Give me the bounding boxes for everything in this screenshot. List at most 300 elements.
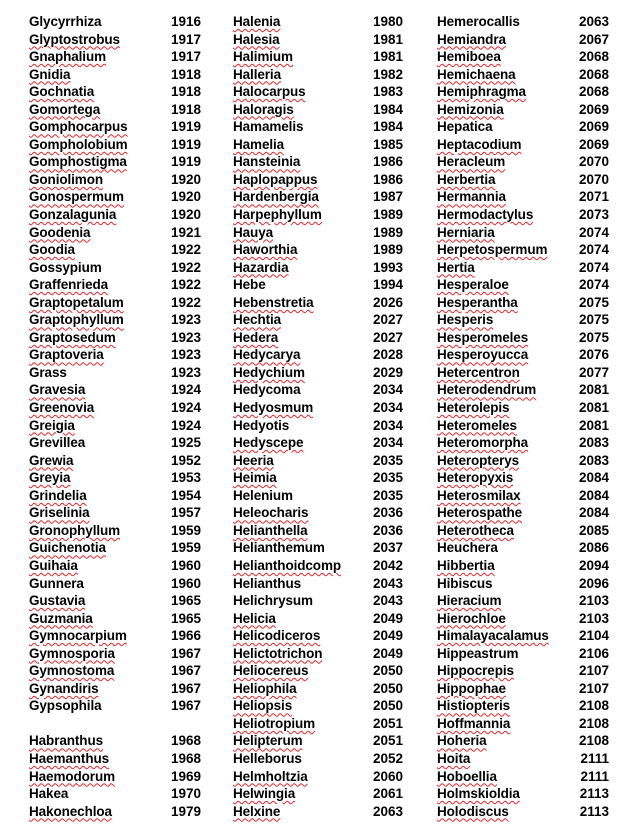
page-number: 2035 [372, 487, 403, 503]
index-entry [437, 662, 609, 680]
genus-name: Helianthemum [233, 540, 325, 556]
page-number: 2029 [372, 364, 403, 380]
index-entry [29, 645, 201, 663]
page-number: 2034 [372, 417, 403, 433]
index-entry [437, 66, 609, 84]
index-entry [437, 31, 609, 49]
page-number: 2052 [372, 750, 403, 766]
page-number: 1922 [170, 294, 201, 310]
index-entry [29, 662, 201, 680]
page-number: 2049 [372, 610, 403, 626]
genus-name: Hertia [437, 259, 475, 275]
page-number: 1919 [170, 154, 201, 170]
genus-name: Gnaphalium [29, 49, 107, 65]
genus-name: Greigia [29, 417, 75, 433]
page-number: 2069 [578, 119, 609, 135]
page-number: 1923 [170, 312, 201, 328]
genus-name: Helipterum [233, 733, 303, 749]
genus-name: Halesia [233, 31, 280, 47]
genus-name: Hemizonia [437, 101, 504, 117]
genus-name: Hesperis [437, 312, 494, 328]
page-number: 1953 [170, 470, 201, 486]
page-number: 2060 [372, 768, 403, 784]
index-entry [437, 101, 609, 119]
genus-name: Heteropterys [437, 452, 520, 468]
index-entry [437, 768, 609, 786]
page-number: 2028 [372, 347, 403, 363]
index-entry [437, 311, 609, 329]
page-number: 1924 [170, 400, 201, 416]
index-entry [29, 768, 201, 786]
genus-name: Gymnocarpium [29, 628, 127, 644]
genus-name: Goniolimon [29, 171, 103, 187]
page-number: 2074 [578, 277, 609, 293]
page-number: 1983 [372, 84, 403, 100]
index-entry [29, 136, 201, 154]
genus-name: Guihaia [29, 557, 78, 573]
page-number: 1917 [170, 49, 201, 65]
page-number: 2111 [580, 750, 609, 766]
page-number: 2074 [578, 224, 609, 240]
page-number: 2043 [372, 593, 403, 609]
genus-name: Hesperantha [437, 294, 518, 310]
page-number: 2051 [372, 715, 403, 731]
genus-name: Hermodactylus [437, 207, 534, 223]
genus-name: Heliotropium [233, 715, 316, 731]
genus-name: Helxine [233, 803, 281, 819]
page-number: 1966 [170, 628, 201, 644]
genus-name: Helleborus [233, 750, 302, 766]
index-entry [29, 504, 201, 522]
page-number: 2075 [578, 312, 609, 328]
genus-name: Hakea [29, 786, 69, 802]
genus-name: Gymnosporia [29, 645, 115, 661]
page-number: 2036 [372, 505, 403, 521]
page-number: 2113 [579, 803, 609, 819]
page-number: 1925 [170, 435, 201, 451]
page-number: 2068 [578, 84, 609, 100]
index-entry [29, 83, 201, 101]
page-number: 2106 [578, 645, 609, 661]
index-entry [29, 680, 201, 698]
index-entry [29, 399, 201, 417]
page-number: 1922 [170, 259, 201, 275]
index-entry [437, 575, 609, 593]
page-number: 2083 [578, 435, 609, 451]
genus-name: Gnidia [29, 66, 71, 82]
index-entry [437, 504, 609, 522]
page-number: 2074 [578, 259, 609, 275]
page-number: 1924 [170, 417, 201, 433]
page-number: 1959 [170, 540, 201, 556]
genus-name: Grass [29, 364, 67, 380]
page-number: 1967 [170, 645, 201, 661]
page-number: 1965 [170, 610, 201, 626]
page-number: 1985 [372, 136, 403, 152]
page-number: 1918 [170, 84, 201, 100]
genus-name: Hippophae [437, 680, 506, 696]
page-number: 2034 [372, 435, 403, 451]
genus-name: Halleria [233, 66, 281, 82]
index-entry [29, 118, 201, 136]
index-entry [29, 750, 201, 768]
page-number: 2050 [372, 680, 403, 696]
genus-name: Heuchera [437, 540, 498, 556]
blank-row [29, 715, 201, 733]
index-entry [437, 434, 609, 452]
index-entry [437, 188, 609, 206]
genus-name: Holmskioldia [437, 786, 520, 802]
page-number: 2104 [578, 628, 609, 644]
index-entry [233, 768, 403, 786]
page-number: 2103 [578, 610, 609, 626]
index-entry [233, 224, 403, 242]
genus-name: Graptoveria [29, 347, 104, 363]
index-entry [233, 294, 403, 312]
genus-name: Grevillea [29, 435, 86, 451]
page-number: 2111 [580, 768, 609, 784]
genus-name: Hedyosmum [233, 400, 314, 416]
page-number: 2085 [578, 522, 609, 538]
genus-name: Helichrysum [233, 593, 313, 609]
genus-name: Heteromorpha [437, 435, 529, 451]
genus-name: Gompholobium [29, 136, 128, 152]
index-entry [437, 697, 609, 715]
index-entry [233, 732, 403, 750]
genus-name: Helianthus [233, 575, 302, 591]
genus-name: Gonospermum [29, 189, 124, 205]
index-entry [233, 83, 403, 101]
index-entry [29, 188, 201, 206]
genus-name: Heterolepis [437, 400, 510, 416]
genus-name: Hedychium [233, 364, 305, 380]
genus-name: Hemiboea [437, 49, 501, 65]
genus-name: Hemiphragma [437, 84, 526, 100]
page-number: 2042 [372, 557, 403, 573]
genus-name: Greenovia [29, 400, 95, 416]
page-number: 2107 [578, 680, 609, 696]
index-entry [437, 48, 609, 66]
page-number: 1922 [170, 277, 201, 293]
genus-name: Hauya [233, 224, 274, 240]
index-entry [233, 750, 403, 768]
genus-name: Heleocharis [233, 505, 309, 521]
page-number: 2037 [372, 540, 403, 556]
page-number: 2034 [372, 382, 403, 398]
genus-name: Herniaria [437, 224, 495, 240]
genus-name: Heptacodium [437, 136, 522, 152]
genus-name: Hedera [233, 329, 279, 345]
genus-name: Hedyotis [233, 417, 290, 433]
page-number: 1952 [170, 452, 201, 468]
index-entry [437, 645, 609, 663]
genus-name: Gomphocarpus [29, 119, 128, 135]
index-entry [233, 276, 403, 294]
page-number: 1982 [372, 66, 403, 82]
index-entry [233, 803, 403, 821]
genus-name: Grindelia [29, 487, 87, 503]
genus-name: Hieracium [437, 593, 502, 609]
index-entry [233, 452, 403, 470]
index-entry [29, 557, 201, 575]
index-entry [29, 259, 201, 277]
index-entry [437, 13, 609, 31]
page-number: 2075 [578, 294, 609, 310]
index-entry [29, 66, 201, 84]
genus-name: Hakonechloa [29, 803, 112, 819]
genus-name: Hesperomeles [437, 329, 529, 345]
index-entry [29, 434, 201, 452]
index-entry [233, 645, 403, 663]
index-entry [437, 259, 609, 277]
genus-name: Gymnostoma [29, 663, 115, 679]
genus-name: Holodiscus [437, 803, 509, 819]
genus-name: Glyptostrobus [29, 31, 120, 47]
page-number: 1967 [170, 698, 201, 714]
page-number: 2050 [372, 663, 403, 679]
index-column-2 [233, 13, 403, 820]
genus-name: Helianthella [233, 522, 308, 538]
index-entry [29, 575, 201, 593]
index-entry [233, 66, 403, 84]
genus-name: Hepatica [437, 119, 493, 135]
page-number: 1987 [372, 189, 403, 205]
page-number: 1993 [372, 259, 403, 275]
genus-name: Guzmania [29, 610, 93, 626]
index-column-3 [437, 13, 609, 820]
page-number: 2070 [578, 171, 609, 187]
genus-name: Hamamelis [233, 119, 304, 135]
genus-name: Glycyrrhiza [29, 14, 102, 29]
genus-name: Heterosmilax [437, 487, 521, 503]
index-entry [233, 575, 403, 593]
page-number: 2050 [372, 698, 403, 714]
genus-name: Helwingia [233, 786, 296, 802]
genus-name: Helmholtzia [233, 768, 308, 784]
page-number: 2096 [578, 575, 609, 591]
index-entry [233, 311, 403, 329]
page-number: 1920 [170, 207, 201, 223]
index-entry [233, 487, 403, 505]
page-number: 1969 [170, 768, 201, 784]
index-entry [437, 399, 609, 417]
index-entry [233, 697, 403, 715]
page-number: 1980 [372, 14, 403, 29]
index-entry [233, 206, 403, 224]
index-entry [233, 241, 403, 259]
genus-name: Hebe [233, 277, 266, 293]
index-entry [29, 539, 201, 557]
index-entry [29, 346, 201, 364]
genus-name: Hesperaloe [437, 277, 509, 293]
page-number: 1954 [170, 487, 201, 503]
index-entry [29, 697, 201, 715]
index-entry [437, 224, 609, 242]
index-entry [233, 417, 403, 435]
index-entry [437, 118, 609, 136]
page-number: 1960 [170, 557, 201, 573]
index-entry [437, 680, 609, 698]
index-entry [233, 592, 403, 610]
page-number: 2083 [578, 452, 609, 468]
genus-name: Gynandiris [29, 680, 99, 696]
genus-name: Halimium [233, 49, 293, 65]
index-entry [437, 381, 609, 399]
page-number: 1957 [170, 505, 201, 521]
genus-name: Hibbertia [437, 557, 495, 573]
genus-name: Goodenia [29, 224, 91, 240]
genus-name: Heliocereus [233, 663, 309, 679]
index-entry [233, 153, 403, 171]
genus-name: Hoita [437, 750, 471, 766]
page-number: 1918 [170, 66, 201, 82]
genus-name: Graptopetalum [29, 294, 124, 310]
index-entry [233, 434, 403, 452]
genus-name: Haworthia [233, 242, 298, 258]
genus-name: Heteromeles [437, 417, 517, 433]
index-entry [233, 522, 403, 540]
index-entry [233, 469, 403, 487]
page-number: 2035 [372, 470, 403, 486]
page-number: 1923 [170, 347, 201, 363]
index-entry [29, 276, 201, 294]
genus-name: Gunnera [29, 575, 84, 591]
genus-name: Heterospathe [437, 505, 523, 521]
index-entry [233, 557, 403, 575]
genus-name: Heliophila [233, 680, 297, 696]
index-entry [437, 522, 609, 540]
genus-name: Hemichaena [437, 66, 516, 82]
page-number: 1994 [372, 277, 403, 293]
page-number: 1989 [372, 224, 403, 240]
genus-name: Himalayacalamus [437, 628, 549, 644]
page-number: 2043 [372, 575, 403, 591]
genus-name: Gronophyllum [29, 522, 121, 538]
genus-name: Hemiandra [437, 31, 506, 47]
index-entry [233, 364, 403, 382]
page-number: 1916 [170, 14, 201, 29]
index-entry [233, 101, 403, 119]
index-entry [437, 364, 609, 382]
page-number: 2069 [578, 101, 609, 117]
page-number: 2107 [578, 663, 609, 679]
index-entry [437, 539, 609, 557]
index-entry [233, 504, 403, 522]
page-number: 1917 [170, 31, 201, 47]
index-entry [437, 610, 609, 628]
page-number: 1919 [170, 136, 201, 152]
page-number: 2103 [578, 593, 609, 609]
genus-name: Hetercentron [437, 364, 520, 380]
genus-name: Guichenotia [29, 540, 106, 556]
genus-name: Hippeastrum [437, 645, 519, 661]
index-entry [29, 785, 201, 803]
genus-name: Gravesia [29, 382, 86, 398]
index-entry [437, 241, 609, 259]
page-number: 1920 [170, 171, 201, 187]
genus-name: Hoffmannia [437, 715, 511, 731]
genus-name: Haloragis [233, 101, 294, 117]
genus-name: Heterodendrum [437, 382, 537, 398]
genus-name: Hebenstretia [233, 294, 314, 310]
page-number: 2027 [372, 312, 403, 328]
page-number: 2073 [578, 207, 609, 223]
index-entry [29, 241, 201, 259]
page-number: 2084 [578, 505, 609, 521]
index-entry [233, 715, 403, 733]
page-number: 2035 [372, 452, 403, 468]
index-entry [29, 13, 201, 31]
genus-name: Heeria [233, 452, 274, 468]
index-entry [437, 417, 609, 435]
page-number: 1981 [372, 49, 403, 65]
genus-name: Gonzalagunia [29, 207, 117, 223]
genus-name: Gypsophila [29, 698, 102, 714]
page-number: 1920 [170, 189, 201, 205]
page-number: 2067 [578, 31, 609, 47]
genus-name: Helenium [233, 487, 293, 503]
page-number: 2049 [372, 645, 403, 661]
index-entry [29, 294, 201, 312]
index-entry [437, 329, 609, 347]
page-number: 2086 [578, 540, 609, 556]
index-entry [29, 329, 201, 347]
index-entry [437, 750, 609, 768]
index-entry [437, 294, 609, 312]
genus-name: Heterotheca [437, 522, 514, 538]
page-number: 2108 [578, 698, 609, 714]
genus-name: Habranthus [29, 733, 104, 749]
index-entry [437, 171, 609, 189]
page-number: 2076 [578, 347, 609, 363]
index-entry [29, 522, 201, 540]
index-entry [437, 803, 609, 821]
page-number: 2069 [578, 136, 609, 152]
page-number: 2094 [578, 557, 609, 573]
index-entry [29, 627, 201, 645]
page-number: 1967 [170, 663, 201, 679]
index-entry [233, 171, 403, 189]
index-entry [437, 206, 609, 224]
index-entry [233, 381, 403, 399]
page-number: 1989 [372, 207, 403, 223]
genus-name: Hoheria [437, 733, 487, 749]
index-entry [233, 610, 403, 628]
index-entry [437, 136, 609, 154]
index-entry [233, 680, 403, 698]
page-number: 1921 [170, 224, 201, 240]
index-entry [233, 539, 403, 557]
genus-name: Heimia [233, 470, 277, 486]
page-number: 1924 [170, 382, 201, 398]
page-number: 2026 [372, 294, 403, 310]
page-number: 2084 [578, 470, 609, 486]
index-entry [29, 364, 201, 382]
index-entry [233, 118, 403, 136]
genus-name: Hamelia [233, 136, 285, 152]
genus-name: Gomphostigma [29, 154, 127, 170]
index-entry [233, 48, 403, 66]
index-entry [437, 346, 609, 364]
page-number: 1960 [170, 575, 201, 591]
genus-name: Graptophyllum [29, 312, 124, 328]
genus-name: Hippocrepis [437, 663, 514, 679]
genus-name: Heteropyxis [437, 470, 514, 486]
page-number: 2113 [579, 786, 609, 802]
index-entry [233, 627, 403, 645]
index-entry [29, 224, 201, 242]
index-entry [233, 13, 403, 31]
